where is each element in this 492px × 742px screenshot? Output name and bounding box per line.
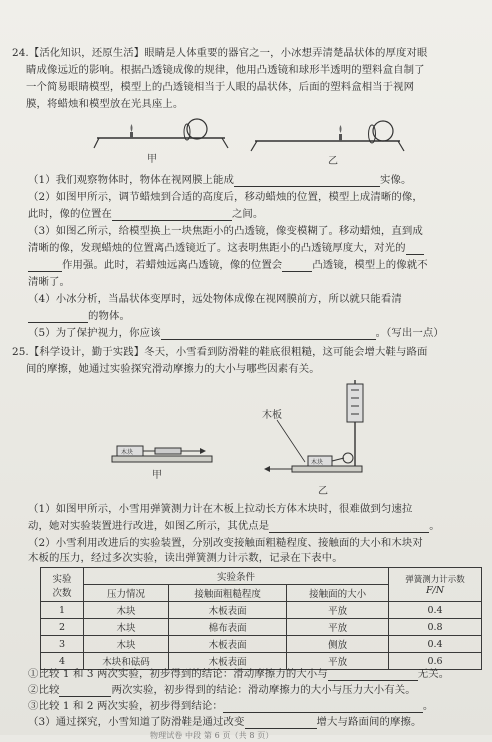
- cell-roughness: 棉布表面: [169, 619, 287, 636]
- answer-blank-5[interactable]: [28, 312, 88, 323]
- cell-pressure: 木块: [84, 619, 169, 636]
- friction-figure: [0, 378, 492, 500]
- table-row: [41, 619, 482, 636]
- answer-blank-11[interactable]: [245, 718, 317, 729]
- answer-blank-2[interactable]: [112, 210, 232, 221]
- friction-jia-label: 甲: [152, 470, 162, 481]
- q24-sub1: [28, 174, 412, 187]
- q24-sub4b-text: 的物体。: [88, 310, 130, 322]
- cell-area: 平放: [287, 602, 389, 619]
- q25-sub3: [28, 716, 421, 729]
- answer-blank-3a[interactable]: [28, 261, 62, 272]
- bench-jia: [94, 119, 228, 148]
- q24-line-3: 一个简易眼睛模型，模型上的凸透镜相当于人眼的晶状体，后面的塑料盒相当于视网: [26, 81, 415, 93]
- header-force: [389, 568, 482, 602]
- optical-bench-figure: [0, 112, 492, 170]
- q24-line-1: 24.【活化知识，还原生活】眼睛是人体重要的器官之一，小冰想弄清楚晶状体的厚度对眼: [12, 47, 428, 59]
- q25-sub3-text: （3）通过探究，小雪知道了防滑鞋是通过改变: [28, 716, 245, 728]
- table-row: [41, 653, 482, 670]
- q24-sub3c-tail: 凸透镜，模型上的像就不: [312, 259, 428, 271]
- q25-conclusion-1: [28, 668, 449, 681]
- q24-sub1-text: （1）我们观察物体时，物体在视网膜上能成: [28, 174, 235, 186]
- friction-jia: [112, 446, 212, 462]
- table-row: [41, 636, 482, 653]
- cell-trial: 3: [41, 636, 84, 653]
- q25-line-1: 25.【科学设计，勤于实践】冬天，小雪看到防滑鞋的鞋底很粗糙，这可能会增大鞋与路面: [12, 346, 428, 358]
- board-label: 木板: [262, 410, 282, 421]
- answer-blank-10[interactable]: [223, 702, 423, 713]
- q24-line-4: 膜，将蜡烛和模型放在光具座上。: [26, 98, 184, 110]
- q25-sub2b: 木板的压力，经过多次实验，读出弹簧测力计示数，记录在下表中。: [28, 552, 343, 564]
- answer-blank-3[interactable]: [406, 244, 424, 255]
- bench-yi: [251, 121, 404, 151]
- cell-area: 侧放: [287, 636, 389, 653]
- cell-pressure: 木块: [84, 602, 169, 619]
- q24-sub5-tail: 。（写出一点）: [375, 327, 444, 339]
- q25-sub1b-tail: 。: [429, 520, 440, 532]
- answer-blank-4[interactable]: [282, 261, 312, 272]
- q25-conclusion-2: [28, 684, 416, 697]
- q24-sub5-text: （5）为了保护视力，你应该: [28, 327, 161, 339]
- friction-yi-label: 乙: [318, 486, 328, 497]
- conclusion-2-text: ②比较: [28, 684, 60, 696]
- cell-trial: 4: [41, 653, 84, 670]
- cell-force: 0.8: [389, 619, 482, 636]
- answer-blank-1[interactable]: [234, 176, 380, 187]
- q24-sub1-tail: 实像。: [380, 174, 412, 186]
- cell-pressure: 木块和砝码: [84, 653, 169, 670]
- conclusion-1-tail: 无关。: [417, 668, 450, 680]
- q25-line-2: 间的摩擦，她通过实验探究滑动摩擦力的大小与哪些因素有关。: [26, 363, 320, 375]
- header-exp-2: 次数: [52, 587, 72, 599]
- table-row: [41, 602, 482, 619]
- cell-area: 平放: [287, 653, 389, 670]
- q24-sub3d: 清晰了。: [28, 276, 70, 288]
- q24-sub4: （4）小冰分析，当晶状体变厚时，远处物体成像在视网膜前方，所以就只能看清: [28, 293, 402, 305]
- q25-sub2: （2）小雪利用改进后的实验装置，分别改变接触面粗糙程度、接触面的大小和木块对: [28, 537, 423, 549]
- header-pressure: 压力情况: [84, 585, 169, 602]
- q24-sub2: （2）如图甲所示，调节蜡烛到合适的高度后，移动蜡烛的位置，模型上成清晰的像，: [28, 191, 423, 203]
- q24-sub3c-text: 作用强。此时，若蜡烛远离凸透镜，像的位置会: [62, 259, 283, 271]
- cell-roughness: 木板表面: [169, 653, 287, 670]
- answer-blank-8[interactable]: [328, 670, 418, 681]
- q25-conclusion-3: [28, 700, 433, 713]
- cell-roughness: 木板表面: [169, 602, 287, 619]
- header-force-label: 弹簧测力计示数: [405, 575, 465, 585]
- cell-pressure: 木块: [84, 636, 169, 653]
- answer-blank-7[interactable]: [269, 522, 429, 533]
- answer-blank-9[interactable]: [59, 686, 111, 697]
- header-conditions: 实验条件: [84, 568, 389, 585]
- q24-sub2b: [28, 208, 263, 221]
- q25-sub3-tail: 增大与路面间的摩擦。: [316, 716, 422, 728]
- cell-roughness: 木板表面: [169, 636, 287, 653]
- conclusion-1-text: ①比较 1 和 3 两次实验，初步得到的结论：滑动摩擦力的大小与: [28, 668, 328, 680]
- q25-sub1: （1）如图甲所示，小雪用弹簧测力计在木板上拉动长方体木块时，很难做到匀速拉: [28, 503, 413, 515]
- header-area: 接触面的大小: [287, 585, 389, 602]
- cell-force: 0.4: [389, 602, 482, 619]
- cell-force: 0.4: [389, 636, 482, 653]
- q25-sub1b-text: 动，她对实验装置进行改进，如图乙所示，其优点是: [28, 520, 270, 532]
- header-exp: [41, 568, 84, 602]
- q24-sub4b: [28, 310, 130, 323]
- q25-sub1b: [28, 520, 440, 533]
- q24-sub5: [28, 327, 444, 340]
- cell-trial: 1: [41, 602, 84, 619]
- q24-sub3c: [28, 259, 428, 272]
- figure-yi-label: 乙: [328, 156, 338, 167]
- figure-jia-label: 甲: [147, 154, 157, 165]
- header-force-unit: F/N: [425, 585, 445, 596]
- q24-sub3: （3）如图乙所示，给模型换上一块焦距小的凸透镜，像变模糊了。移动蜡烛，直到成: [28, 225, 423, 237]
- yi-block-label: 木块: [311, 459, 324, 466]
- q24-sub2b-text: 此时，像的位置在: [28, 208, 112, 220]
- page-footer: 物理试卷 中段 第 6 页（共 8 页）: [150, 731, 274, 740]
- cell-force: 0.6: [389, 653, 482, 670]
- friction-yi: [264, 380, 363, 472]
- conclusion-3-tail: 。: [422, 700, 434, 712]
- q24-sub3b-text: 清晰的像，发现蜡烛的位置离凸透镜近了。这表明焦距小的凸透镜厚度大，对光的: [28, 242, 406, 254]
- cell-area: 平放: [287, 619, 389, 636]
- answer-blank-6[interactable]: [161, 329, 376, 340]
- q24-sub2b-tail: 之间。: [231, 208, 264, 220]
- header-roughness: 接触面粗糙程度: [169, 585, 287, 602]
- jia-block-label: 木块: [121, 449, 134, 456]
- q24-line-2: 睛成像远近的影响。根据凸透镜成像的规律，他用凸透镜和球形半透明的塑料盒自制了: [26, 64, 425, 76]
- cell-trial: 2: [41, 619, 84, 636]
- q24-sub3b: [28, 242, 424, 255]
- experiment-table: [40, 567, 482, 670]
- conclusion-2-tail: 两次实验，初步得到的结论：滑动摩擦力的大小与压力大小有关。: [111, 684, 416, 696]
- header-exp-1: 实验: [52, 573, 72, 585]
- conclusion-3-text: ③比较 1 和 2 两次实验，初步得到结论：: [28, 700, 223, 712]
